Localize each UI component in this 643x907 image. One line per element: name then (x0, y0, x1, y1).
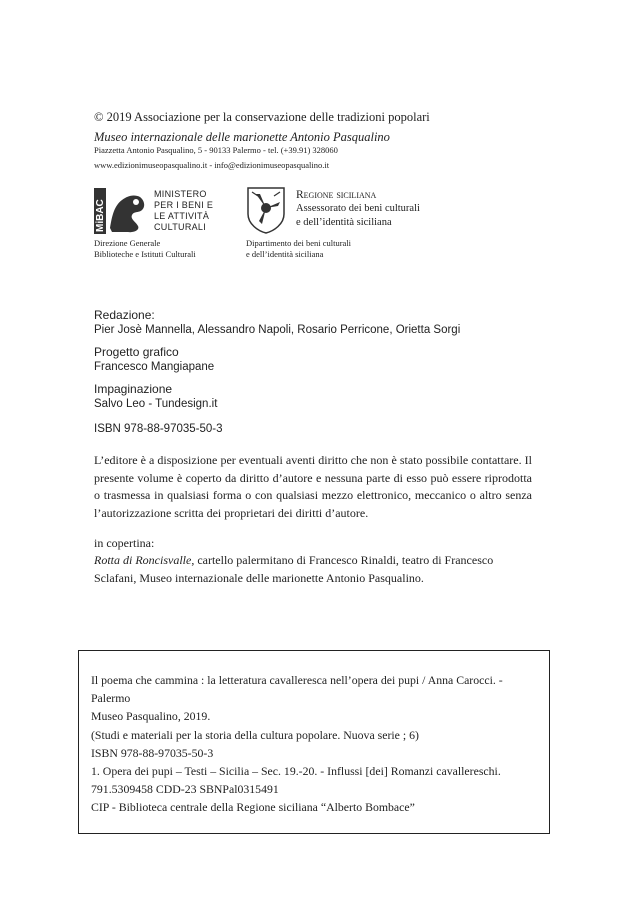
impaginazione-label: Impaginazione (94, 382, 173, 396)
mibac-sub-line: Biblioteche e Istituti Culturali (94, 249, 196, 259)
mibac-mark-text: MiBAC (95, 199, 106, 232)
address-line: Piazzetta Antonio Pasqualino, 5 - 90133 Palermo - tel. (+39.91) 328060 (94, 145, 338, 155)
cip-line: CIP - Biblioteca centrale della Regione siciliana “Alberto Bombace” (91, 800, 415, 815)
mibac-line: MINISTERO (154, 189, 207, 199)
cip-line: (Studi e materiali per la storia della cultura popolare. Nuova serie ; 6) (91, 727, 419, 742)
regione-sub-line: Dipartimento dei beni culturali (246, 238, 352, 248)
mibac-line: CULTURALI (154, 222, 207, 232)
mibac-line: LE ATTIVITÀ (154, 211, 210, 221)
impaginazione-value: Salvo Leo - Tundesign.it (94, 398, 218, 410)
isbn: ISBN 978-88-97035-50-3 (94, 423, 223, 435)
mibac-logo-icon (94, 188, 148, 234)
web-line: www.edizionimuseopasqualino.it - info@edizionimuseopasqualino.it (94, 160, 330, 170)
regione-sub-line: e dell’identità siciliana (246, 249, 324, 259)
cover-caption (94, 552, 534, 587)
regione-department (246, 238, 351, 260)
cip-line: Museo Pasqualino, 2019. (91, 709, 211, 724)
cip-record (91, 671, 503, 817)
copyright-line: © 2019 Associazione per la conservazione delle tradizioni popolari (94, 110, 430, 124)
mibac-line: PER I BENI E (154, 200, 214, 210)
museum-name: Museo internazionale delle marionette Antonio Pasqualino (94, 130, 390, 144)
regione-line: e dell’identità siciliana (296, 217, 392, 228)
cover-label: in copertina: (94, 536, 155, 550)
cover-title: Rotta di Roncisvalle (94, 553, 192, 567)
mibac-department (94, 238, 196, 260)
regione-siciliana-name (296, 188, 420, 230)
cover-description: , cartello palermitano di Francesco Rinaldi, teatro di Francesco Sclafani, Museo internazionale delle marionette Antonio Pasqualino. (94, 553, 494, 585)
redazione-value: Pier Josè Mannella, Alessandro Napoli, Rosario Perricone, Orietta Sorgi (94, 324, 461, 336)
redazione-label: Redazione: (94, 308, 155, 322)
mibac-name (154, 189, 213, 233)
cip-line: ISBN 978-88-97035-50-3 (91, 745, 214, 760)
regione-title: Regione siciliana (296, 189, 377, 201)
cip-line: 1. Opera dei pupi – Testi – Sicilia – Sec. 19.-20. - Influssi [dei] Romanzi cavallereschi. (91, 764, 501, 779)
cip-line: Il poema che cammina : la letteratura cavalleresca nell’opera dei pupi / Anna Carocci. - (91, 673, 503, 687)
grafico-value: Francesco Mangiapane (94, 361, 215, 373)
grafico-label: Progetto grafico (94, 345, 179, 359)
regione-line: Assessorato dei beni culturali (296, 203, 420, 214)
rights-notice: L’editore è a disposizione per eventuali aventi diritto che non è stato possibile contattare. Il presente volume è coperto da diritto d’autore e nessuna parte di esso può essere riprodotta o trasmessa in qualsiasi forma o con qualsiasi mezzo elettronico, meccanico o altro senza l’autorizzazione scritta dei proprietari dei diritti d’autore. (94, 453, 532, 520)
mibac-sub-line: Direzione Generale (94, 238, 161, 248)
regione-siciliana-crest-icon (246, 186, 286, 234)
cip-line: Palermo (91, 691, 131, 706)
cip-line: 791.5309458 CDD-23 SBNPal0315491 (91, 782, 279, 797)
